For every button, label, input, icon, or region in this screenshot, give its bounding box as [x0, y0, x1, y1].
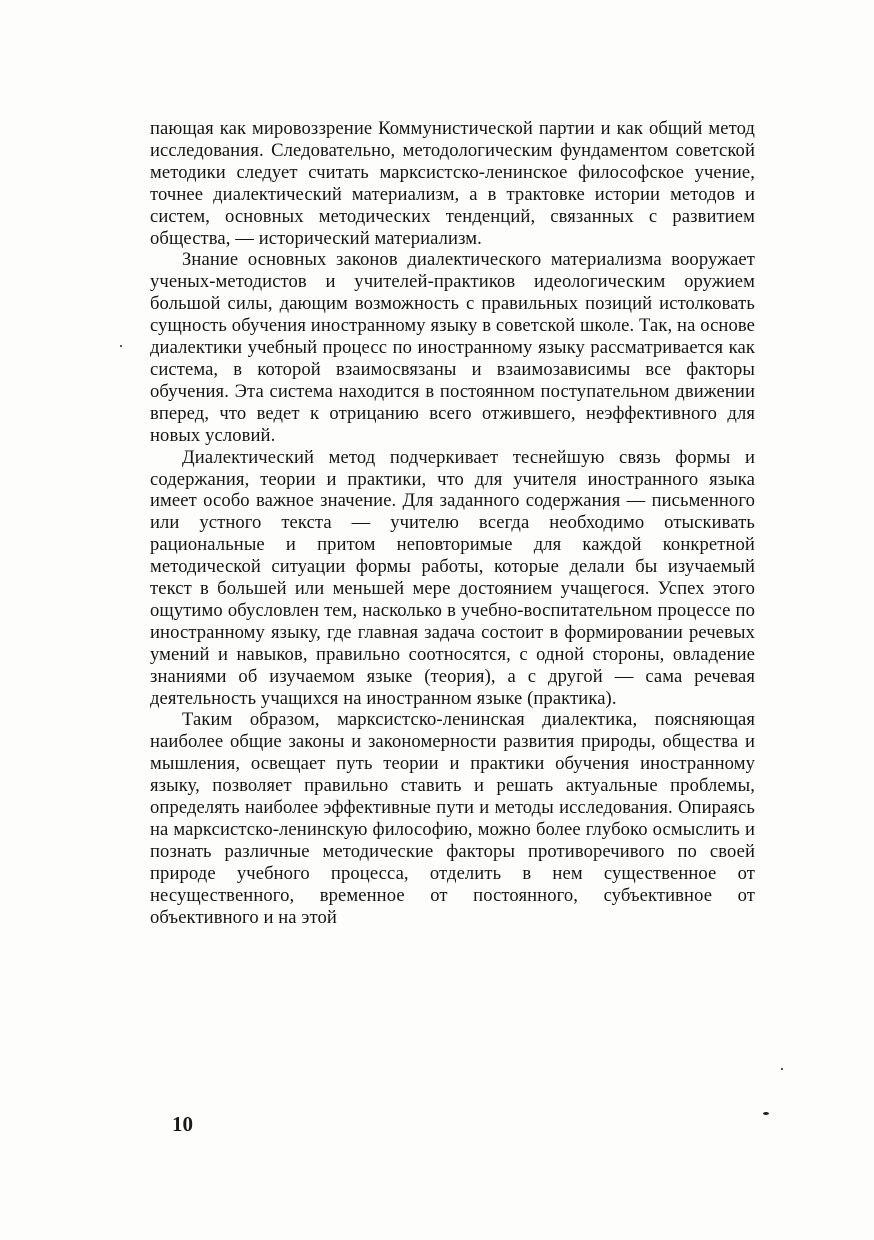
body-text: [150, 118, 755, 929]
paragraph-2: Знание основных законов диалектического материализма вооружает ученых-методистов и учителей-практиков идеологическим оружием большой силы, дающим возможность с правильных позиций истолковать сущность обучения иностранному языку в советской школе. Так, на основе диалектики учебный процесс по иностранному языку рассматривается как система, в которой взаимосвязаны и взаимозависимы все факторы обучения. Эта система находится в постоянном поступательном движении вперед, что ведет к отрицанию всего отжившего, неэффективного для новых условий.: [150, 249, 755, 446]
scan-speck: [781, 1068, 783, 1070]
paragraph-4: Таким образом, марксистско-ленинская диалектика, поясняющая наиболее общие законы и закономерности развития природы, общества и мышления, освещает путь теории и практики обучения иностранному языку, позволяет правильно ставить и решать актуальные проблемы, определять наиболее эффективные пути и методы исследования. Опираясь на марксистско-ленинскую философию, можно более глубоко осмыслить и познать различные методические факторы противоречивого по своей природе учебного процесса, отделить в нем существенное от несущественного, временное от постоянного, субъективное от объективного и на этой: [150, 709, 755, 928]
scan-speck: [120, 345, 122, 347]
paragraph-3: Диалектический метод подчеркивает теснейшую связь формы и содержания, теории и практики, что для учителя иностранного языка имеет особо важное значение. Для заданного содержания — письменного или устного текста — учителю всегда необходимо отыскивать рациональные и притом неповторимые для каждой конкретной методической ситуации формы работы, которые делали бы изучаемый текст в большей или меньшей мере достоянием учащегося. Успех этого ощутимо обусловлен тем, насколько в учебно-воспитательном процессе по иностранному языку, где главная задача состоит в формировании речевых умений и навыков, правильно соотносятся, с одной стороны, овладение знаниями об изучаемом языке (теория), а с другой — сама речевая деятельность учащихся на иностранном языке (практика).: [150, 446, 755, 709]
page-number: 10: [172, 1112, 193, 1136]
scan-speck: [763, 1112, 769, 1115]
paragraph-1: пающая как мировоззрение Коммунистической партии и как общий метод исследования. Следовательно, методологическим фундаментом советской методики следует считать марксистско-ленинское философское учение, точнее диалектический материализм, а в трактовке истории методов и систем, основных методических тенденций, связанных с развитием общества, — исторический материализм.: [150, 118, 755, 249]
